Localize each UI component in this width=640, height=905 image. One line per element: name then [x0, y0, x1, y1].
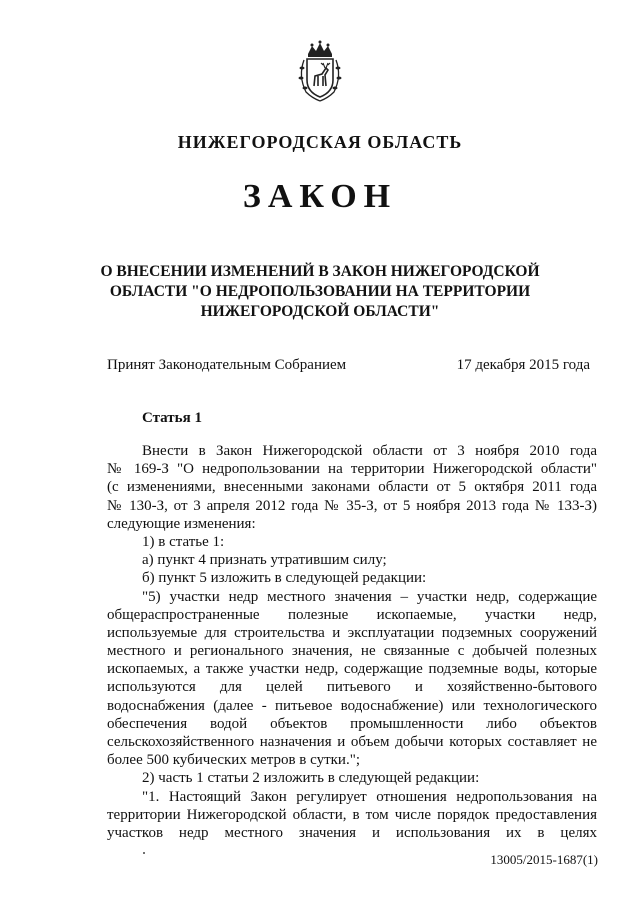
body-line: обеспечения водой объектов промышленности либо объектов: [107, 715, 597, 732]
document-type-heading: ЗАКОН: [242, 178, 398, 215]
body-line: местного и регионального значения, не связанные с добычей полезных: [107, 643, 597, 660]
body-line: сельскохозяйственного назначения и объем добычи которых составляет не: [107, 734, 597, 750]
body-line: общераспространенные полезные ископаемые, участки недр,: [107, 606, 597, 623]
body-line: (с изменениями, внесенными законами области от 5 октября 2011 года: [107, 479, 597, 496]
body-line: № 130-З, от 3 апреля 2012 года № 35-З, от 5 ноября 2013 года № 133-З): [107, 497, 597, 514]
law-title-line: О ВНЕСЕНИИ ИЗМЕНЕНИЙ В ЗАКОН НИЖЕГОРОДСКОЙ: [100, 263, 540, 280]
body-line: "1. Настоящий Закон регулирует отношения недропользования на: [142, 788, 597, 805]
law-title-line: ОБЛАСТИ "О НЕДРОПОЛЬЗОВАНИИ НА ТЕРРИТОРИИ: [109, 283, 531, 300]
body-line: ископаемых, а также участки недр, содержащие подземные воды, которые: [107, 661, 597, 678]
article-heading: Статья 1: [142, 410, 202, 426]
body-line: "5) участки недр местного значения – участки недр, содержащие: [142, 588, 597, 605]
body-line: более 500 кубических метров в сутки.";: [107, 752, 360, 769]
law-title-line: НИЖЕГОРОДСКОЙ ОБЛАСТИ": [200, 303, 440, 320]
article-body: [107, 442, 597, 842]
body-line: 2) часть 1 статьи 2 изложить в следующей редакции:: [142, 770, 480, 787]
body-line: Внести в Закон Нижегородской области от 3 ноября 2010 года: [142, 443, 597, 459]
body-line: водоснабжения (далее - питьевое водоснабжение) или технологического: [107, 697, 597, 714]
body-line: используемые для строительства и эксплуатации подземных сооружений: [107, 624, 597, 641]
region-heading: НИЖЕГОРОДСКАЯ ОБЛАСТЬ: [177, 132, 463, 152]
body-line: б) пункт 5 изложить в следующей редакции:: [142, 570, 427, 587]
document-code: 13005/2015-1687(1): [490, 852, 598, 867]
scan-speck: [143, 852, 145, 854]
coat-of-arms-icon: [292, 40, 348, 104]
body-line: следующие изменения:: [107, 515, 256, 532]
body-line: 1) в статье 1:: [142, 533, 225, 550]
body-line: территории Нижегородской области, в том числе порядок предоставления: [107, 806, 597, 823]
body-line: № 169-З "О недропользовании на территории Нижегородской области": [107, 461, 597, 478]
law-title: [100, 262, 540, 322]
body-line: а) пункт 4 признать утратившим силу;: [142, 552, 387, 569]
adoption-date: 17 декабря 2015 года: [456, 357, 590, 373]
adopted-by: Принят Законодательным Собранием: [107, 357, 347, 373]
body-line: участков недр местного значения и использования их в целях: [107, 824, 597, 841]
body-line: используются для целей питьевого и хозяйственно-бытового: [107, 679, 597, 696]
